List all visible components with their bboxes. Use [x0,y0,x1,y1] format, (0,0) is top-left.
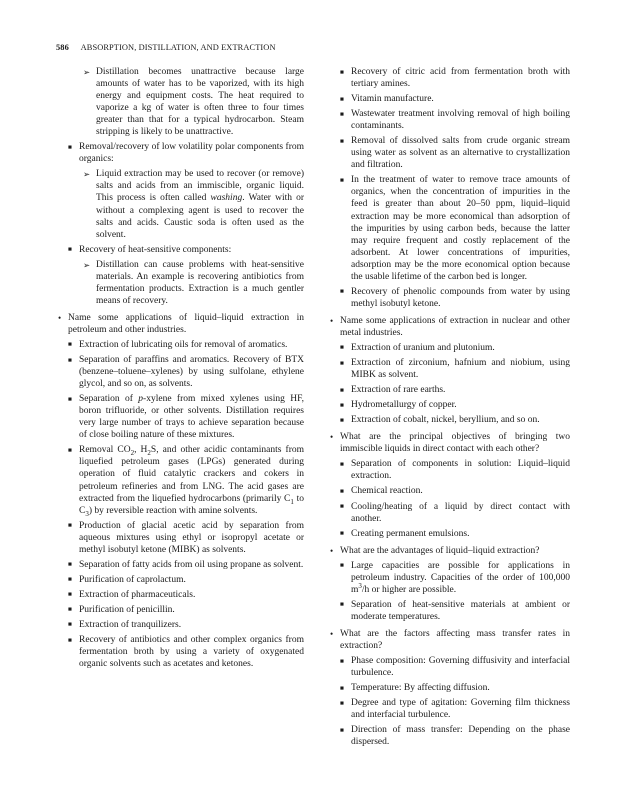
square-bullet-icon: ■ [340,359,344,367]
item-text: Removal/recovery of low volatility polar components from organics: [79,142,304,165]
item-text: /h or higher are possible. [361,584,457,595]
bullet-item [58,559,304,571]
bullet-item [58,354,304,390]
subscript: 2 [130,449,135,458]
item-text: Wastewater treatment involving removal of high boiling contaminants. [351,109,570,132]
bullet-item [330,357,570,381]
item-text: Recovery of phenolic compounds from water by using methyl isobutyl ketone. [351,286,570,309]
round-bullet-icon: • [330,315,334,326]
square-bullet-icon: ■ [340,726,344,734]
square-bullet-icon: ■ [340,401,344,409]
item-text: Extraction of rare earths. [351,385,446,396]
bullet-item [330,399,570,411]
item-text: Extraction of pharmaceuticals. [79,589,196,600]
item-text: , H [134,445,148,456]
subscript: 3 [85,509,89,518]
item-text: Purification of caprolactum. [79,574,186,585]
question-text: What are the principal objectives of bringing two immiscible liquids in direct contact with each other? [340,432,570,455]
item-text: to C [79,493,304,516]
item-text: Removal CO [79,445,131,456]
item-text: . Water with or without a complexing agent is used to recover the salts and acids. Caustic soda is often used as the solvent. [96,193,305,240]
square-bullet-icon: ■ [340,344,344,352]
square-bullet-icon: ■ [68,522,72,530]
square-bullet-icon: ■ [340,386,344,394]
arrow-marker-icon: ➢ [83,259,91,270]
square-bullet-icon: ■ [340,503,344,510]
square-bullet-icon: ■ [340,137,344,145]
bullet-item [330,560,570,596]
item-text: Separation of [79,394,139,405]
square-bullet-icon: ■ [68,246,72,254]
bullet-item [330,528,570,540]
square-bullet-icon: ■ [340,684,344,692]
square-bullet-icon: ■ [340,460,344,468]
arrow-marker-icon: ➢ [83,67,91,77]
item-text: Recovery of citric acid from fermentation broth with tertiary amines. [351,67,570,90]
bullet-item [58,604,304,616]
square-bullet-icon: ■ [340,530,344,538]
item-text: Extraction of tranquilizers. [79,619,182,630]
item-text: Separation of fatty acids from oil using propane as solvent. [79,559,304,570]
item-text: Extraction of cobalt, nickel, beryllium, and so on. [351,415,540,426]
item-text: Temperature: By affecting diffusion. [351,683,490,694]
item-text: Extraction of zirconium, hafnium and niobium, using MIBK as solvent. [351,358,570,381]
item-text: Phase composition: Governing diffusivity and interfacial turbulence. [351,656,570,679]
bullet-item [330,599,570,623]
question-item [330,315,570,339]
bullet-item [58,634,304,670]
bullet-item [330,655,570,679]
bullet-item [58,393,304,441]
question-item [330,545,570,557]
square-bullet-icon: ■ [68,143,72,151]
bullet-item [58,589,304,601]
bullet-item [330,174,570,282]
bullet-item [330,697,570,721]
bullet-item [330,682,570,694]
round-bullet-icon: • [58,312,62,323]
square-bullet-icon: ■ [68,621,72,629]
bullet-item [58,444,304,516]
square-bullet-icon: ■ [340,95,344,103]
question-text: What are the advantages of liquid–liquid extraction? [340,545,540,556]
bullet-item [58,244,304,256]
sub-bullet-item [58,168,304,240]
subscript: 1 [290,497,294,506]
bullet-item [330,724,570,748]
question-item [330,431,570,455]
italic-term: p [138,394,144,405]
item-text: Distillation can cause problems with heat-sensitive materials. An example is recovering antibiotics from fermentation products. Extraction is a much gentler means of recovery. [96,259,304,306]
square-bullet-icon: ■ [68,395,72,403]
sub-bullet-item [58,66,304,138]
question-item [58,312,304,336]
item-text: Degree and type of agitation: Governing film thickness and interfacial turbulence. [351,698,570,721]
bullet-item [58,141,304,165]
square-bullet-icon: ■ [68,356,72,364]
item-text: Removal of dissolved salts from crude organic stream using water as solvent as an alternative to crystallization and filtration. [351,136,570,171]
round-bullet-icon: • [330,545,334,556]
item-text: Separation of heat-sensitive materials at ambient or moderate temperatures. [351,599,570,622]
bullet-item [330,93,570,105]
bullet-item [330,66,570,90]
square-bullet-icon: ■ [68,446,72,454]
item-text: Extraction of lubricating oils for removal of aromatics. [79,339,288,350]
item-text: ) by reversible reaction with amine solvents. [88,505,258,516]
item-text: Distillation becomes unattractive because large amounts of water has to be vaporized, with its high energy and equipment costs. The heat required to vaporize a kg of water is often three to four times greater than that for a typical hydrocarbon. Steam stripping is likely to be unattractive. [96,67,304,138]
item-text: Large capacities are possible for applications in petroleum industry. Capacities of the order of 100,000 m [351,560,570,595]
square-bullet-icon: ■ [340,288,344,296]
sub-bullet-item [58,259,304,307]
bullet-item [58,339,304,351]
item-text: In the treatment of water to remove trace amounts of organics, when the concentration of impurities in the feed is greater than about 20–50 ppm, liquid–liquid extraction may be more economical than adsorption of the impurities by using carbon beds, because the latter may require frequent and costly replacement of the adsorbent. At lower concentrations of impurities, adsorption may be the more economical option because the usable lifetime of the carbon bed is longer. [351,175,570,282]
square-bullet-icon: ■ [68,341,72,349]
item-text: Recovery of antibiotics and other complex organics from fermentation broth by using a variety of oxygenated organic solvents such as acetates and ketones. [79,635,304,670]
item-text: Direction of mass transfer: Depending on the phase dispersed. [351,725,570,748]
item-text: Purification of penicillin. [79,604,175,615]
square-bullet-icon: ■ [340,176,344,184]
square-bullet-icon: ■ [68,636,72,644]
item-text: Liquid extraction may be used to recover (or remove) salts and acids from an immiscible, organic liquid. This process is often called [96,169,304,204]
bullet-item [330,384,570,396]
item-text: S, and other acidic contaminants from liquefied petroleum gases (LPGs) generated during operation of fluid catalytic crackers and cokers in petroleum refineries and from LNG. The acid gases are extracted from the liquefied hydrocarbons (primarily C [79,445,304,504]
square-bullet-icon: ■ [340,487,344,495]
bullet-item [58,520,304,556]
item-text: Production of glacial acetic acid by separation from aqueous mixtures using ethyl or isopropyl acetate or methyl isobutyl ketone (MIBK) as solvents. [79,520,304,555]
bullet-item [330,342,570,354]
question-item [330,628,570,652]
square-bullet-icon: ■ [68,576,72,584]
item-text: Creating permanent emulsions. [351,528,470,539]
item-text: Vitamin manufacture. [351,94,434,105]
round-bullet-icon: • [330,432,334,443]
bullet-item [330,485,570,497]
question-text: Name some applications of liquid–liquid extraction in petroleum and other industries. [68,312,304,335]
left-column [58,66,304,670]
right-column [330,66,570,748]
square-bullet-icon: ■ [68,591,72,599]
square-bullet-icon: ■ [340,601,344,609]
square-bullet-icon: ■ [340,110,344,118]
bullet-item [330,108,570,132]
bullet-item [330,458,570,482]
square-bullet-icon: ■ [340,68,344,76]
bullet-item [330,501,570,525]
item-text: Extraction of uranium and plutonium. [351,342,495,353]
item-text: Chemical reaction. [351,486,423,497]
bullet-item [58,574,304,586]
square-bullet-icon: ■ [340,562,344,570]
superscript: 3 [358,581,362,590]
item-text: -xylene from mixed xylenes using HF, boron trifluoride, or other solvents. Distillation requires very large number of trays to achieve separation because of close boiling nature of these mixtures. [79,394,304,441]
item-text: Separation of paraffins and aromatics. Recovery of BTX (benzene–toluene–xylenes) by using sulfolane, ethylene glycol, and so on, as solvents. [79,355,304,390]
square-bullet-icon: ■ [340,416,344,424]
bullet-item [330,414,570,426]
running-header [56,43,276,52]
item-text: Cooling/heating of a liquid by direct contact with another. [351,501,570,524]
arrow-marker-icon: ➢ [83,169,91,180]
square-bullet-icon: ■ [340,699,344,707]
bullet-item [330,135,570,171]
italic-term: washing [210,193,243,204]
item-text: Hydrometallurgy of copper. [351,400,457,411]
bullet-item [330,286,570,310]
bullet-item [58,619,304,631]
subscript: 2 [147,449,151,458]
round-bullet-icon: • [330,628,334,639]
running-title: ABSORPTION, DISTILLATION, AND EXTRACTION [80,43,276,52]
square-bullet-icon: ■ [68,606,72,614]
item-text: Recovery of heat-sensitive components: [79,244,232,255]
item-text: Separation of components in solution: Liquid–liquid extraction. [351,459,570,482]
square-bullet-icon: ■ [68,561,72,569]
question-text: Name some applications of extraction in nuclear and other metal industries. [340,315,570,338]
question-text: What are the factors affecting mass transfer rates in extraction? [340,628,570,651]
page-number: 586 [56,43,69,52]
square-bullet-icon: ■ [340,657,344,665]
